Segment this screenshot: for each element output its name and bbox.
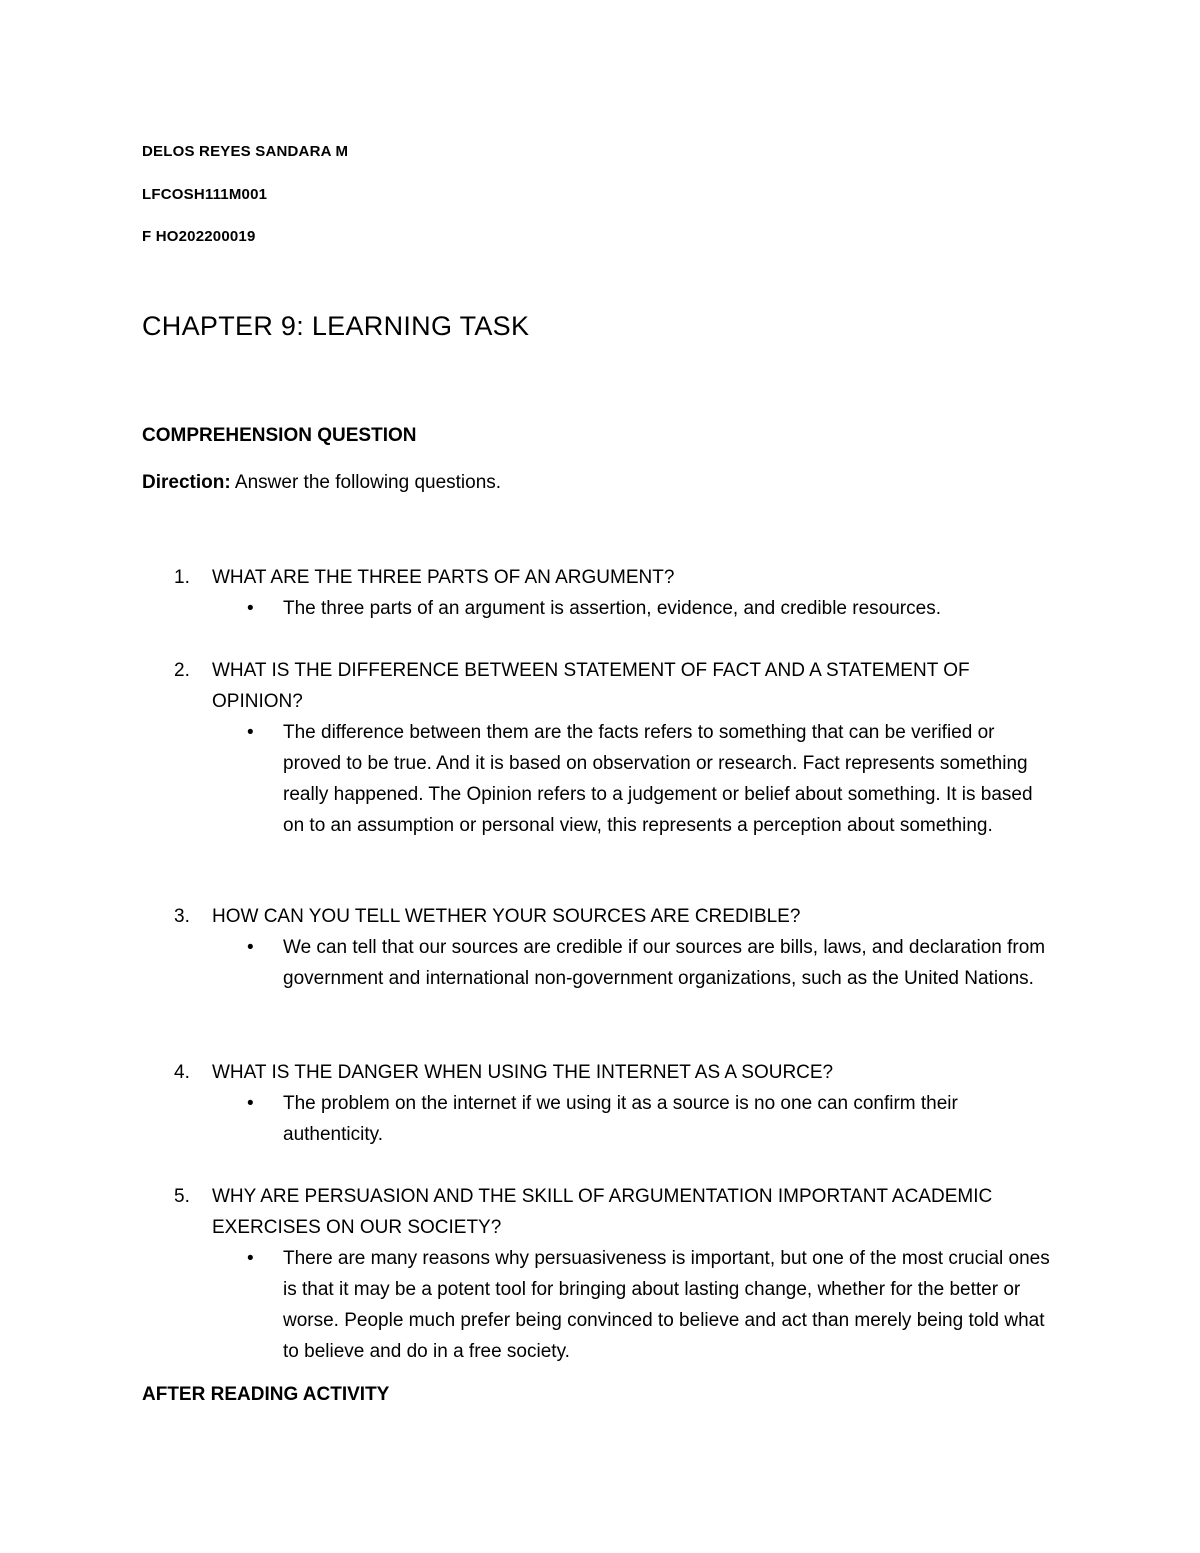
answer-bullet [247,1243,1054,1367]
section-heading: COMPREHENSION QUESTION [142,425,417,446]
question-text: WHY ARE PERSUASION AND THE SKILL OF ARGUMENTATION IMPORTANT ACADEMIC EXERCISES ON OUR SOCIETY? [212,1186,993,1238]
question-number: 1. [174,567,190,588]
chapter-title: CHAPTER 9: LEARNING TASK [142,311,530,341]
answer-text: The difference between them are the facts refers to something that can be verified or proved to be true. And it is based on observation or research. Fact represents something really happened. The Opinion refers to a judgement or belief about something. It is based on to an assumption or personal view, this represents a perception about something. [283,722,1033,836]
question-number: 2. [174,660,190,681]
bullet-icon: • [247,937,254,958]
question-item-2 [174,655,1054,841]
answer-bullet [247,717,1054,841]
student-name: DELOS REYES SANDARA M [142,143,349,160]
question-text: WHAT ARE THE THREE PARTS OF AN ARGUMENT? [212,567,675,588]
question-item-5 [174,1181,1054,1367]
question-item-4 [174,1057,1054,1150]
bullet-icon: • [247,598,254,619]
bullet-icon: • [247,1248,254,1269]
question-number: 4. [174,1062,190,1083]
question-item-1 [174,562,1054,624]
question-number: 5. [174,1186,190,1207]
bullet-icon: • [247,722,254,743]
answer-bullet [247,932,1054,994]
question-number: 3. [174,906,190,927]
course-code: LFCOSH111M001 [142,186,268,203]
student-id: F HO202200019 [142,228,256,245]
answer-text: There are many reasons why persuasiveness is important, but one of the most crucial ones is that it may be a potent tool for bringing about lasting change, whether for the better or worse. People much prefer being convinced to believe and act than merely being told what to believe and do in a free society. [283,1248,1050,1362]
answer-bullet [247,593,1054,624]
question-text: WHAT IS THE DIFFERENCE BETWEEN STATEMENT OF FACT AND A STATEMENT OF OPINION? [212,660,970,712]
answer-bullet [247,1088,1054,1150]
answer-text: The three parts of an argument is assertion, evidence, and credible resources. [283,598,941,619]
bullet-icon: • [247,1093,254,1114]
question-item-3 [174,901,1054,994]
direction-label: Direction: [142,472,231,493]
direction-text: Answer the following questions. [230,472,502,493]
after-reading-heading: AFTER READING ACTIVITY [142,1384,390,1405]
answer-text: We can tell that our sources are credible if our sources are bills, laws, and declaration from government and international non-government organizations, such as the United Nations. [283,937,1046,989]
answer-text: The problem on the internet if we using it as a source is no one can confirm their authenticity. [283,1093,958,1145]
question-text: HOW CAN YOU TELL WETHER YOUR SOURCES ARE CREDIBLE? [212,906,801,927]
question-text: WHAT IS THE DANGER WHEN USING THE INTERNET AS A SOURCE? [212,1062,834,1083]
direction-line [142,472,501,494]
